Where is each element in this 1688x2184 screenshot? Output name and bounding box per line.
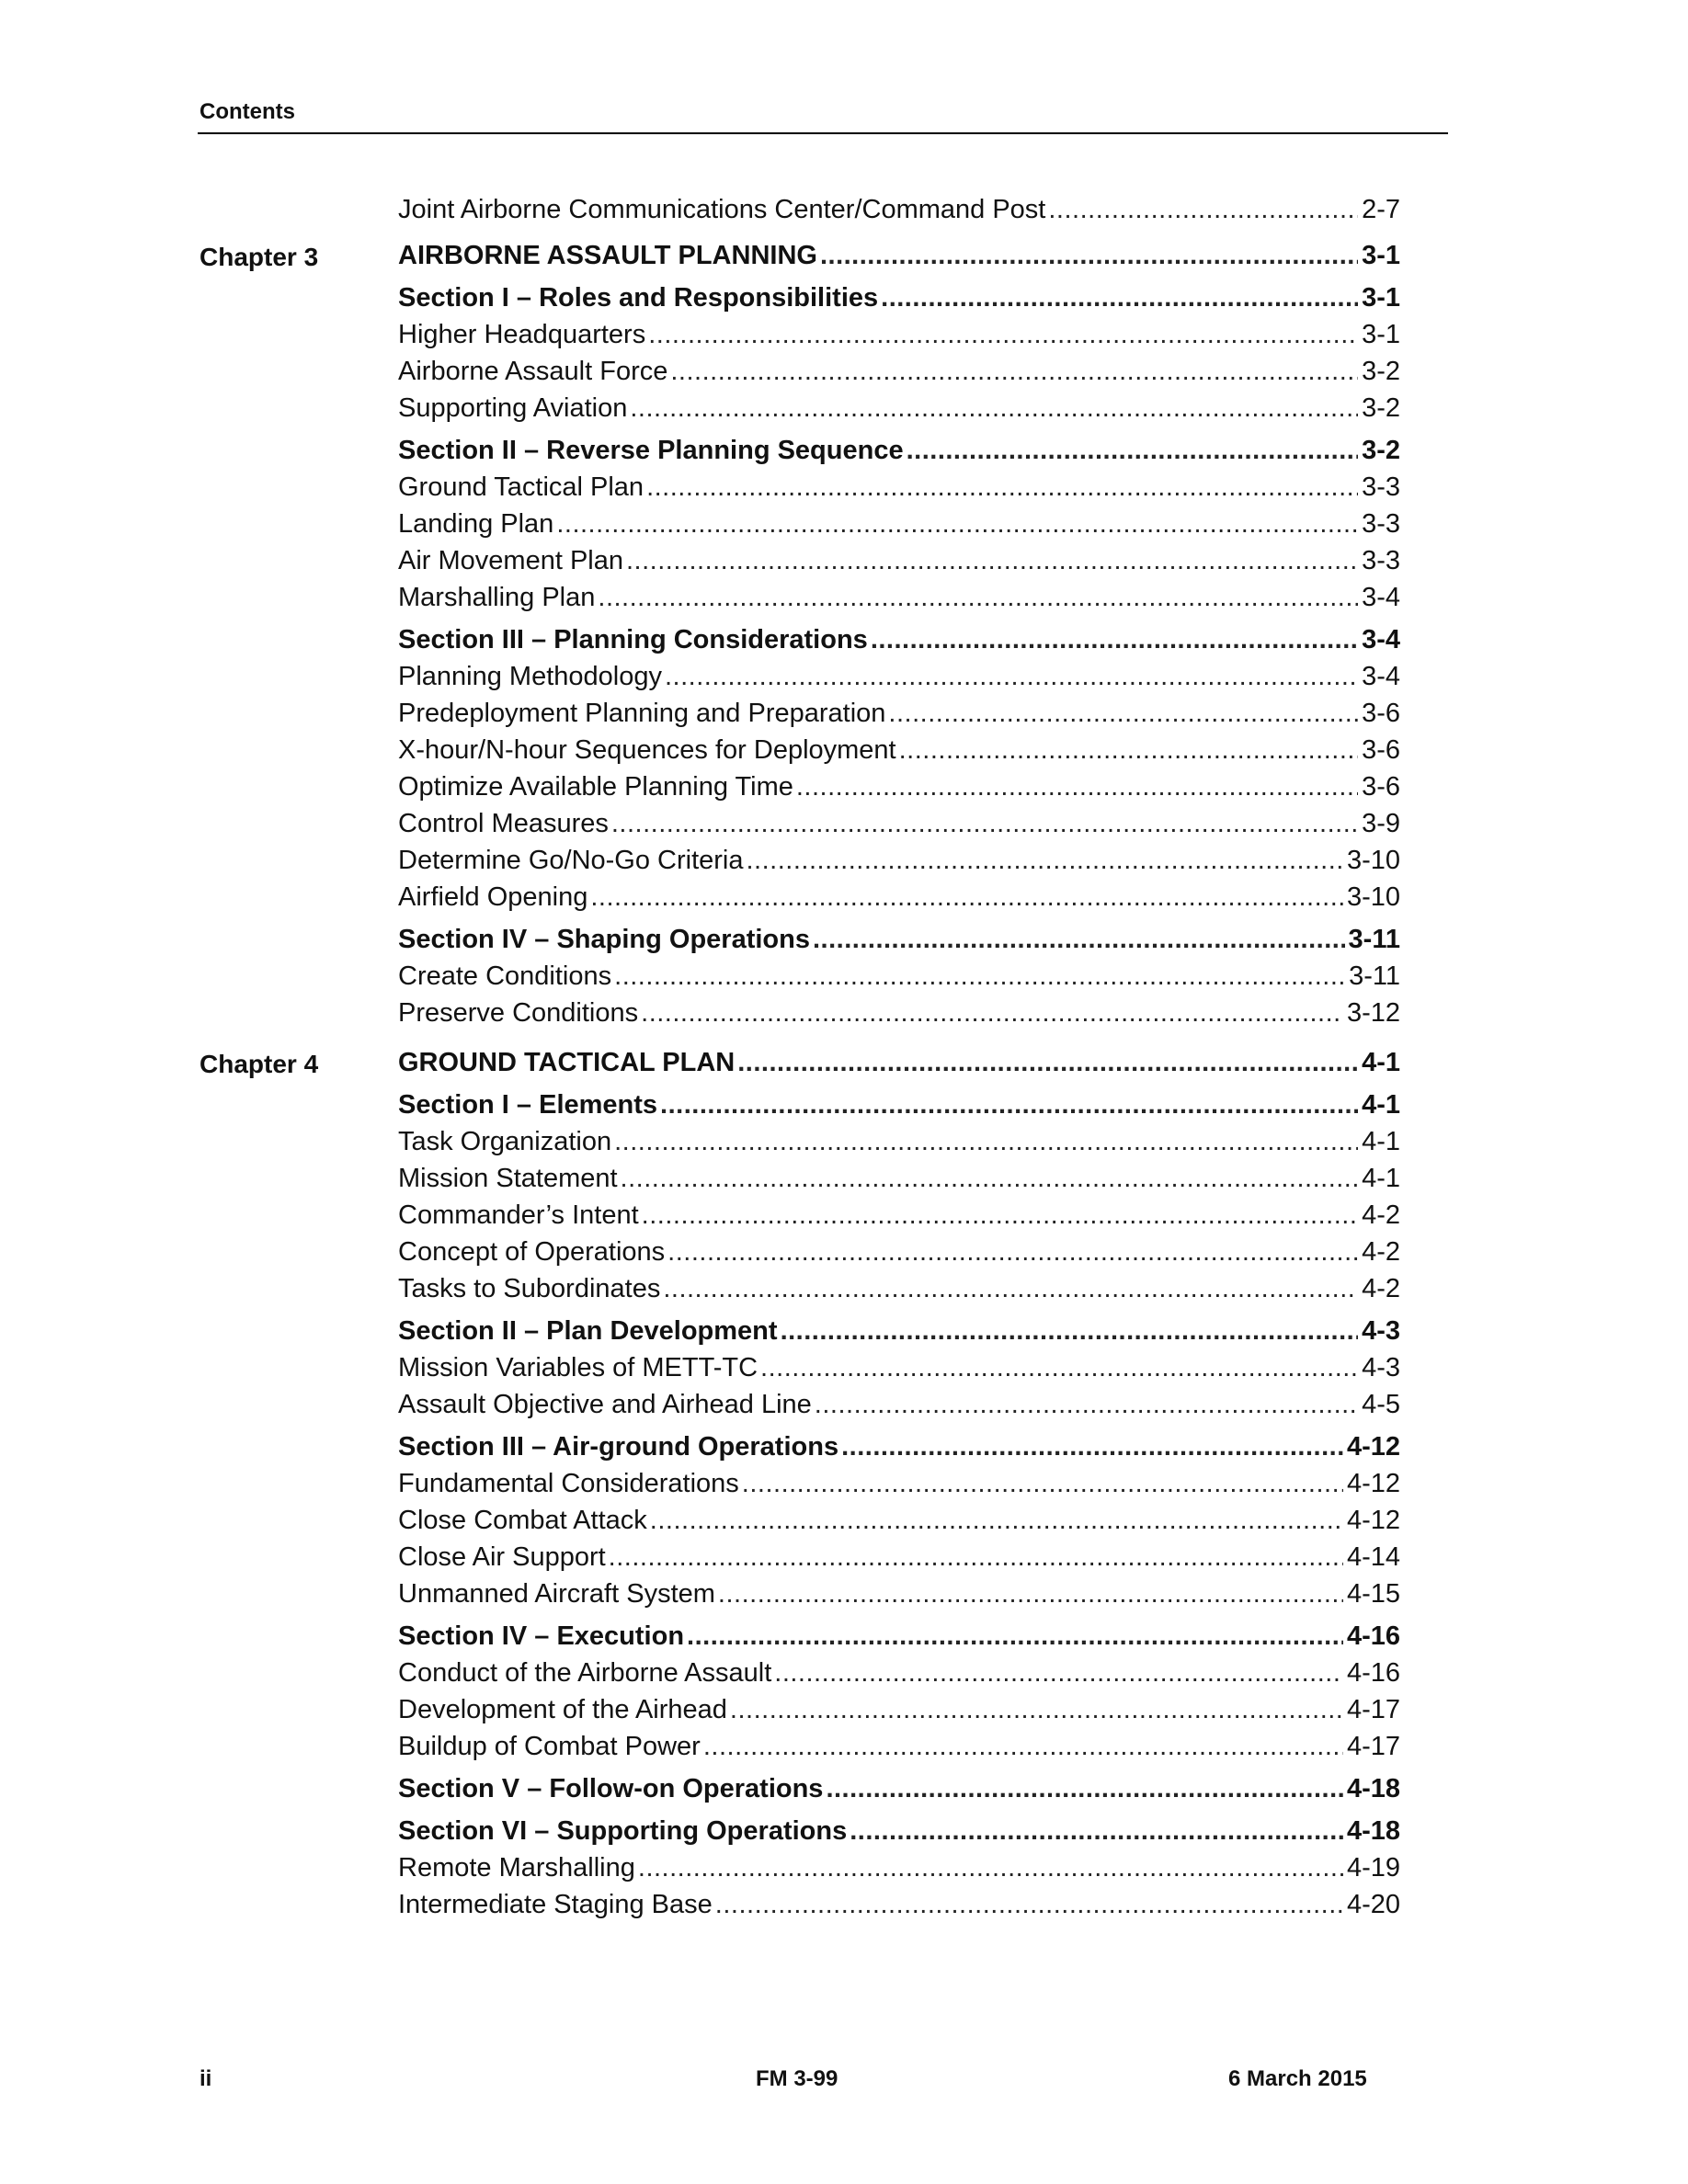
dot-leader xyxy=(670,357,1358,387)
toc-entry-title: Section I – Elements xyxy=(398,1090,658,1120)
toc-entry-title: Air Movement Plan xyxy=(398,546,623,575)
toc-entry[interactable] xyxy=(398,195,1400,228)
toc-entry-page: 3-1 xyxy=(1362,241,1400,270)
toc-entry-page: 4-16 xyxy=(1346,1658,1400,1688)
toc-entry[interactable] xyxy=(398,509,1400,542)
toc-entry-title: Planning Methodology xyxy=(398,662,662,691)
toc-entry-page: 3-10 xyxy=(1346,846,1400,875)
toc-entry-page: 4-12 xyxy=(1346,1432,1400,1462)
dot-leader xyxy=(850,1816,1343,1847)
toc-entry[interactable] xyxy=(398,882,1400,916)
toc-entry[interactable] xyxy=(398,1469,1400,1502)
dot-leader xyxy=(718,1579,1343,1610)
dot-leader xyxy=(888,699,1358,729)
toc-entry[interactable] xyxy=(398,1853,1400,1886)
toc-entry-page: 4-15 xyxy=(1346,1579,1400,1609)
toc-entry-page: 2-7 xyxy=(1362,195,1400,224)
dot-leader xyxy=(646,472,1358,503)
dot-leader xyxy=(742,1469,1343,1499)
toc-entry-page: 4-16 xyxy=(1346,1621,1400,1651)
toc-entry[interactable] xyxy=(398,1890,1400,1923)
dot-leader xyxy=(715,1890,1343,1920)
toc-entry[interactable] xyxy=(398,1200,1400,1234)
toc-entry-page: 4-2 xyxy=(1362,1274,1400,1303)
toc-entry[interactable] xyxy=(398,925,1400,958)
toc-entry-page: 3-3 xyxy=(1362,509,1400,539)
toc-entry-title: Close Combat Attack xyxy=(398,1506,647,1535)
toc-entry-page: 4-14 xyxy=(1346,1542,1400,1572)
dot-leader xyxy=(642,1200,1358,1231)
toc-entry-title: Predeployment Planning and Preparation xyxy=(398,699,886,728)
toc-entry-title: Section II – Plan Development xyxy=(398,1316,778,1346)
toc-entry[interactable] xyxy=(398,1732,1400,1765)
toc-entry-title: Intermediate Staging Base xyxy=(398,1890,713,1919)
toc-entry[interactable] xyxy=(398,1506,1400,1539)
toc-entry[interactable] xyxy=(398,583,1400,616)
toc-entry-title: Tasks to Subordinates xyxy=(398,1274,661,1303)
toc-entry-title: Unmanned Aircraft System xyxy=(398,1579,715,1609)
toc-entry[interactable] xyxy=(398,625,1400,658)
dot-leader xyxy=(598,583,1358,613)
toc-entry-title: Landing Plan xyxy=(398,509,554,539)
toc-entry[interactable] xyxy=(398,1164,1400,1197)
dot-leader xyxy=(774,1658,1343,1689)
toc-entry-title: GROUND TACTICAL PLAN xyxy=(398,1048,736,1077)
dot-leader xyxy=(609,1542,1343,1573)
dot-leader xyxy=(899,735,1358,766)
toc-entry-title: Section IV – Shaping Operations xyxy=(398,925,810,954)
toc-entry-title: Mission Variables of METT-TC xyxy=(398,1353,758,1382)
dot-leader xyxy=(590,882,1343,913)
toc-entry[interactable] xyxy=(398,393,1400,427)
toc-entry-page: 4-2 xyxy=(1362,1200,1400,1230)
dot-leader xyxy=(907,436,1358,466)
toc-entry-title: Airfield Opening xyxy=(398,882,588,912)
toc-entry-page: 4-1 xyxy=(1362,1090,1400,1120)
toc-entry-page: 3-2 xyxy=(1362,436,1400,465)
toc-entry-title: Section II – Reverse Planning Sequence xyxy=(398,436,904,465)
toc-entry-title: Section III – Air-ground Operations xyxy=(398,1432,839,1462)
toc-entry-title: AIRBORNE ASSAULT PLANNING xyxy=(398,241,817,270)
dot-leader xyxy=(815,1390,1358,1420)
toc-entry[interactable] xyxy=(398,1816,1400,1849)
toc-entry[interactable] xyxy=(398,1274,1400,1307)
footer-date: 6 March 2015 xyxy=(1228,2066,1367,2091)
toc-entry-page: 3-2 xyxy=(1362,357,1400,386)
toc-entry-title: Control Measures xyxy=(398,809,609,838)
toc-entry-page: 3-1 xyxy=(1362,283,1400,313)
toc-entry-title: Marshalling Plan xyxy=(398,583,596,612)
toc-entry-title: Fundamental Considerations xyxy=(398,1469,739,1498)
toc-entry-title: Section I – Roles and Responsibilities xyxy=(398,283,879,313)
dot-leader xyxy=(730,1695,1343,1725)
dot-leader xyxy=(667,1237,1358,1268)
toc-entry-title: Section IV – Execution xyxy=(398,1621,685,1651)
toc-entry[interactable] xyxy=(398,1353,1400,1386)
toc-entry-page: 3-2 xyxy=(1362,393,1400,423)
toc-entry[interactable] xyxy=(398,809,1400,842)
toc-entry-title: Preserve Conditions xyxy=(398,998,639,1028)
toc-entry-title: Development of the Airhead xyxy=(398,1695,727,1724)
toc-entry-title: Ground Tactical Plan xyxy=(398,472,644,502)
dot-leader xyxy=(703,1732,1343,1762)
toc-entry[interactable] xyxy=(398,1695,1400,1728)
toc-entry-title: Higher Headquarters xyxy=(398,320,646,349)
toc-entry-page: 4-18 xyxy=(1346,1774,1400,1803)
toc-entry-title: Mission Statement xyxy=(398,1164,618,1193)
dot-leader xyxy=(687,1621,1343,1652)
dot-leader xyxy=(813,925,1345,955)
toc-entry-page: 4-3 xyxy=(1362,1353,1400,1382)
dot-leader xyxy=(737,1048,1358,1078)
toc-entry[interactable] xyxy=(398,320,1400,353)
toc-entry[interactable] xyxy=(398,436,1400,469)
toc-entry-title: Task Organization xyxy=(398,1127,612,1156)
toc-entry-page: 4-18 xyxy=(1346,1816,1400,1846)
toc-entry-page: 3-3 xyxy=(1362,546,1400,575)
dot-leader xyxy=(881,283,1358,313)
toc-entry-page: 4-2 xyxy=(1362,1237,1400,1267)
dot-leader xyxy=(638,1853,1343,1883)
toc-entry-title: Concept of Operations xyxy=(398,1237,666,1267)
dot-leader xyxy=(871,625,1358,655)
toc-entry-title: Remote Marshalling xyxy=(398,1853,635,1883)
toc-entry-page: 3-9 xyxy=(1362,809,1400,838)
toc-entry-page: 3-1 xyxy=(1362,320,1400,349)
dot-leader xyxy=(660,1090,1358,1120)
toc-entry[interactable] xyxy=(398,1090,1400,1123)
toc-entry-page: 4-1 xyxy=(1362,1164,1400,1193)
dot-leader xyxy=(826,1774,1343,1804)
dot-leader xyxy=(665,662,1358,692)
dot-leader xyxy=(841,1432,1343,1462)
toc-entry-page: 3-11 xyxy=(1348,925,1400,954)
toc-entry[interactable] xyxy=(398,735,1400,768)
toc-entry-title: Assault Objective and Airhead Line xyxy=(398,1390,812,1419)
toc-entry[interactable] xyxy=(398,546,1400,579)
chapter-label: Chapter 3 xyxy=(200,243,319,271)
toc-entry[interactable] xyxy=(398,846,1400,879)
toc-entry-title: Buildup of Combat Power xyxy=(398,1732,701,1761)
toc-entry-page: 3-6 xyxy=(1362,735,1400,765)
toc-entry-page: 4-1 xyxy=(1362,1127,1400,1156)
toc-entry-page: 3-4 xyxy=(1362,625,1400,654)
toc-entry[interactable] xyxy=(398,1237,1400,1270)
toc-entry-page: 3-4 xyxy=(1362,662,1400,691)
toc-entry-page: 3-10 xyxy=(1346,882,1400,912)
toc-entry-title: X-hour/N-hour Sequences for Deployment xyxy=(398,735,896,765)
toc-entry-title: Section V – Follow-on Operations xyxy=(398,1774,824,1803)
toc-entry-title: Determine Go/No-Go Criteria xyxy=(398,846,744,875)
toc-entry[interactable] xyxy=(398,1127,1400,1160)
chapter-label: Chapter 4 xyxy=(200,1050,319,1078)
toc-entry[interactable] xyxy=(398,1542,1400,1575)
toc-entry[interactable] xyxy=(398,1579,1400,1612)
toc-entry-page: 3-6 xyxy=(1362,699,1400,728)
toc-entry-page: 4-19 xyxy=(1346,1853,1400,1883)
toc-entry-page: 4-12 xyxy=(1346,1506,1400,1535)
dot-leader xyxy=(747,846,1343,876)
toc-entry-title: Close Air Support xyxy=(398,1542,606,1572)
dot-leader xyxy=(614,961,1345,992)
toc-entry[interactable] xyxy=(398,1390,1400,1423)
dot-leader xyxy=(630,393,1358,424)
toc-entry[interactable] xyxy=(398,662,1400,695)
toc-entry-page: 3-11 xyxy=(1349,961,1400,991)
page-header-title: Contents xyxy=(200,99,295,124)
toc-entry[interactable] xyxy=(398,699,1400,732)
toc-entry-page: 4-12 xyxy=(1346,1469,1400,1498)
toc-entry[interactable] xyxy=(398,961,1400,995)
dot-leader xyxy=(796,772,1358,802)
toc-entry-page: 3-4 xyxy=(1362,583,1400,612)
toc-entry-page: 4-17 xyxy=(1346,1695,1400,1724)
toc-entry-title: Airborne Assault Force xyxy=(398,357,668,386)
toc-entry-title: Joint Airborne Communications Center/Command Post xyxy=(398,195,1046,224)
dot-leader xyxy=(641,998,1343,1029)
toc-entry-title: Commander’s Intent xyxy=(398,1200,639,1230)
toc-entry-page: 4-17 xyxy=(1346,1732,1400,1761)
dot-leader xyxy=(621,1164,1359,1194)
toc-entry[interactable] xyxy=(398,772,1400,805)
toc-entry-title: Create Conditions xyxy=(398,961,612,991)
dot-leader xyxy=(611,809,1358,839)
toc-entry[interactable] xyxy=(398,1658,1400,1691)
toc-entry-title: Optimize Available Planning Time xyxy=(398,772,793,802)
toc-entry[interactable] xyxy=(398,1316,1400,1349)
dot-leader xyxy=(626,546,1358,576)
dot-leader xyxy=(760,1353,1358,1383)
footer-page-number: ii xyxy=(200,2066,212,2091)
dot-leader xyxy=(556,509,1358,540)
dot-leader xyxy=(648,320,1358,350)
toc-entry-title: Supporting Aviation xyxy=(398,393,628,423)
toc-entry[interactable] xyxy=(398,472,1400,506)
dot-leader xyxy=(663,1274,1358,1304)
toc-entry-page: 4-20 xyxy=(1346,1890,1400,1919)
toc-entry[interactable] xyxy=(398,998,1400,1031)
toc-entry[interactable] xyxy=(398,1432,1400,1465)
toc-entry-title: Section VI – Supporting Operations xyxy=(398,1816,848,1846)
toc-entry[interactable] xyxy=(398,1621,1400,1655)
toc-entry-title: Conduct of the Airborne Assault xyxy=(398,1658,772,1688)
toc-entry[interactable] xyxy=(398,1774,1400,1807)
toc-entry-page: 3-3 xyxy=(1362,472,1400,502)
dot-leader xyxy=(614,1127,1358,1157)
toc-entry-page: 3-6 xyxy=(1362,772,1400,802)
toc-entry-page: 4-3 xyxy=(1362,1316,1400,1346)
toc-entry-page: 4-5 xyxy=(1362,1390,1400,1419)
dot-leader xyxy=(820,241,1358,271)
toc-entry-title: Section III – Planning Considerations xyxy=(398,625,868,654)
toc-entry[interactable] xyxy=(398,241,1400,274)
dot-leader xyxy=(781,1316,1359,1347)
toc-entry[interactable] xyxy=(398,1048,1400,1081)
toc-entry-page: 4-1 xyxy=(1362,1048,1400,1077)
toc-entry[interactable] xyxy=(398,283,1400,316)
toc-entry-page: 3-12 xyxy=(1346,998,1400,1028)
footer-publication: FM 3-99 xyxy=(756,2066,838,2091)
dot-leader xyxy=(650,1506,1343,1536)
toc-entry[interactable] xyxy=(398,357,1400,390)
dot-leader xyxy=(1048,195,1358,225)
